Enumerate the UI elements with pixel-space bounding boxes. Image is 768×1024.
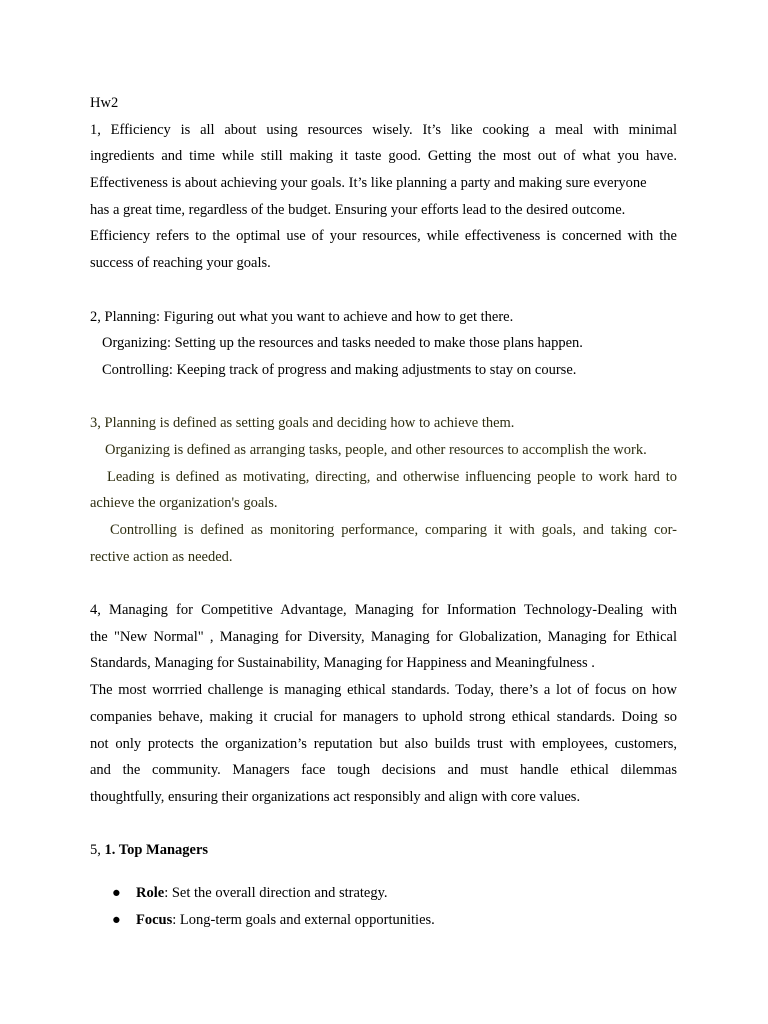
- answer-3-line: Controlling is defined as monitoring performance, comparing it with goals, and taking cor-: [110, 522, 677, 538]
- answer-2: [90, 304, 677, 384]
- answer-3-line: Organizing is defined as arranging tasks, people, and other resources to accomplish the work.: [105, 441, 647, 458]
- bullet-icon: ●: [112, 884, 121, 901]
- answer-4-line: The most worrried challenge is managing ethical standards. Today, there’s a lot of focus on how: [90, 682, 677, 699]
- document-body: [90, 90, 677, 933]
- answer-4-line: the "New Normal" , Managing for Diversity, Managing for Globalization, Managing for Ethical: [90, 628, 677, 645]
- answer-4-line: thoughtfully, ensuring their organizations act responsibly and align with core values.: [90, 788, 581, 805]
- answer-3-line: rective action as needed.: [90, 548, 233, 565]
- list-item: [90, 880, 677, 907]
- answer-2-line: Organizing: Setting up the resources and tasks needed to make those plans happen.: [102, 335, 583, 352]
- answer-1-line: 1, Efficiency is all about using resources wisely. It’s like cooking a meal with minimal: [90, 121, 677, 138]
- bullet-label: Focus: [136, 911, 173, 928]
- answer-5-heading: [90, 837, 677, 864]
- answer-1: [90, 117, 677, 277]
- answer-4-line: 4, Managing for Competitive Advantage, Managing for Information Technology-Dealing with: [90, 602, 677, 619]
- answer-3-line: 3, Planning is defined as setting goals and deciding how to achieve them.: [90, 415, 515, 432]
- top-managers-heading: 1. Top Managers: [104, 842, 209, 859]
- document-title: Hw2: [90, 95, 119, 111]
- answer-5-prefix: 5,: [90, 842, 105, 859]
- answer-3-line: achieve the organization's goals.: [90, 495, 278, 512]
- bullet-label: Role: [136, 884, 165, 901]
- bullet-text: : Set the overall direction and strategy.: [164, 884, 388, 901]
- answer-4-line: and the community. Managers face tough decisions and must handle ethical dilemmas: [90, 762, 677, 779]
- bullet-icon: ●: [112, 911, 121, 928]
- answer-4-line: companies behave, making it crucial for managers to uphold strong ethical standards. Doing so: [90, 708, 677, 725]
- list-item: [90, 907, 677, 934]
- answer-1-line: success of reaching your goals.: [90, 255, 271, 272]
- answer-1-line: Efficiency refers to the optimal use of your resources, while effectiveness is concerned with the: [90, 228, 677, 245]
- bullet-text: : Long-term goals and external opportunities.: [172, 911, 435, 928]
- answer-4-line: Standards, Managing for Sustainability, Managing for Happiness and Meaningfulness .: [90, 655, 595, 672]
- answer-1-line: has a great time, regardless of the budget. Ensuring your efforts lead to the desired outcome.: [90, 201, 626, 218]
- answer-1-line: Effectiveness is about achieving your goals. It’s like planning a party and making sure everyone: [90, 175, 647, 192]
- answer-1-line: ingredients and time while still making it taste good. Getting the most out of what you have.: [90, 148, 677, 165]
- answer-5: [90, 837, 677, 933]
- answer-2-line: 2, Planning: Figuring out what you want to achieve and how to get there.: [90, 308, 514, 325]
- answer-3-line: Leading is defined as motivating, directing, and otherwise influencing people to work hard to: [107, 468, 677, 485]
- answer-2-line: Controlling: Keeping track of progress and making adjustments to stay on course.: [102, 361, 577, 378]
- answer-4-line: not only protects the organization’s reputation but also builds trust with employees, customers,: [90, 735, 677, 752]
- answer-4: [90, 597, 677, 811]
- answer-3: [90, 410, 677, 570]
